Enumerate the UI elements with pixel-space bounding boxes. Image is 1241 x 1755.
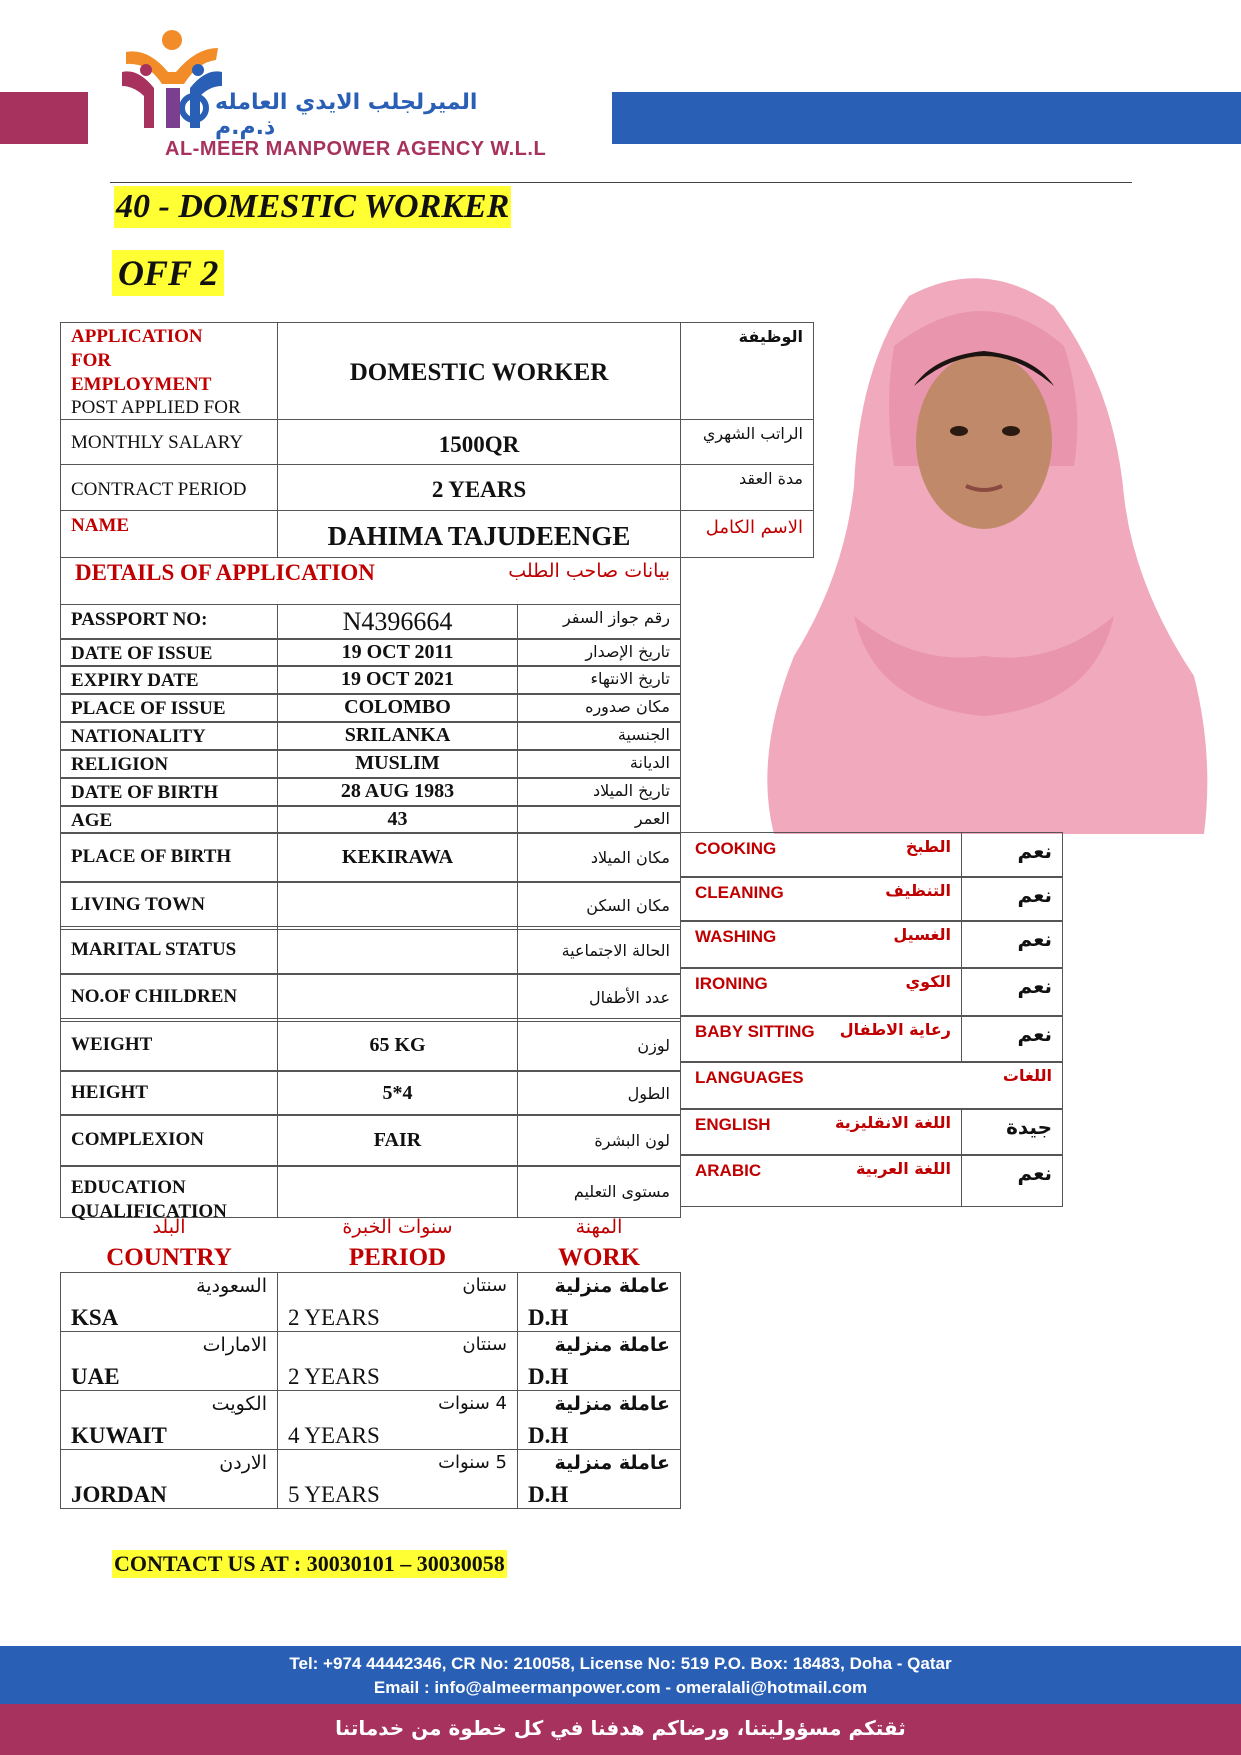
skill-name-ar: الطبخ [905,837,951,856]
page-subtitle: OFF 2 [112,250,224,296]
contract-value-cell [277,464,681,511]
salary-label-cell [60,419,278,465]
detail-ar: تاريخ الميلاد [593,781,670,800]
salary-value: 1500QR [438,432,520,457]
salary-ar-cell [680,419,814,465]
skill-answer-cell [961,1015,1063,1063]
detail-label: HEIGHT [71,1082,149,1103]
contract-value: 2 YEARS [431,477,527,502]
detail-label: RELIGION [71,754,169,775]
experience-header-ar: سنوات الخبرة [342,1216,453,1238]
skill-answer-cell [961,876,1063,922]
detail-ar: تاريخ الإصدار [585,642,670,661]
detail-value-cell [277,926,518,975]
experience-header [60,1216,278,1272]
experience-cell-en: 2 YEARS [288,1305,380,1330]
detail-label-cell [60,749,278,779]
skill-answer: نعم [1017,1161,1052,1185]
header-divider [110,182,1132,183]
detail-label: LIVING TOWN [71,894,205,915]
detail-ar-cell [517,1165,681,1218]
detail-value: FAIR [373,1129,422,1151]
details-title: DETAILS OF APPLICATION [75,560,375,585]
experience-cell-en: KUWAIT [71,1423,167,1448]
application-label: APPLICATION FOR EMPLOYMENT [71,326,212,395]
detail-ar: مستوى التعليم [573,1182,670,1201]
detail-label-cell [60,721,278,751]
logo-arabic-name: الميرلجلب الايدي العامله ذ.م.م [215,90,478,140]
experience-cell-en: 2 YEARS [288,1364,380,1389]
detail-ar-cell [517,665,681,695]
detail-value-cell [277,881,518,930]
name-label: NAME [71,515,130,536]
detail-label: PLACE OF BIRTH [71,846,232,867]
skill-name-ar: اللغات [1002,1066,1052,1085]
skill-answer: نعم [1017,883,1052,907]
detail-ar-cell [517,749,681,779]
post-label-cell [60,322,278,420]
detail-ar: لوزن [637,1036,670,1055]
skill-name-ar: التنظيف [885,881,951,900]
detail-ar-cell [517,638,681,667]
skill-name: ENGLISH [695,1115,771,1134]
contract-label: CONTRACT PERIOD [71,479,247,500]
experience-cell [517,1331,681,1391]
detail-ar: الطول [627,1084,670,1103]
skill-answer: جيدة [1006,1115,1052,1139]
experience-cell-ar: الاردن [219,1452,267,1474]
skill-cell [680,1061,1063,1110]
footer-maroon [0,1704,1241,1755]
detail-ar-cell [517,777,681,807]
experience-cell [277,1331,518,1391]
detail-ar-cell [517,693,681,723]
contact-line: CONTACT US AT : 30030101 – 30030058 [114,1551,505,1576]
salary-ar: الراتب الشهري [702,424,803,443]
detail-label-cell [60,1070,278,1116]
skill-name: LANGUAGES [695,1068,804,1087]
experience-cell-ar: عاملة منزلية [554,1334,670,1356]
post-label: POST APPLIED FOR [71,397,241,418]
detail-value-cell [277,693,518,723]
skill-name-ar: اللغة العربية [855,1159,951,1178]
experience-header-ar: المهنة [575,1216,623,1238]
detail-label-cell [60,1018,278,1072]
experience-cell-ar: الامارات [202,1334,267,1356]
footer-slogan: ثقتكم مسؤوليتنا، ورضاكم هدفنا في كل خطوة من خدماتنا [335,1716,906,1740]
experience-cell-ar: السعودية [196,1275,267,1297]
experience-header-ar: البلد [152,1216,186,1238]
detail-label-cell [60,638,278,667]
detail-ar-cell [517,973,681,1022]
detail-value-cell [277,638,518,667]
experience-cell [60,1449,278,1509]
skill-cell [680,967,962,1017]
detail-label-cell [60,1165,278,1222]
name-ar: الاسم الكامل [705,517,803,538]
experience-cell-en: 5 YEARS [288,1482,380,1507]
experience-cell-en: 4 YEARS [288,1423,380,1448]
post-ar-cell [680,322,814,420]
skill-cell [680,832,962,878]
detail-value-cell [277,1018,518,1072]
experience-cell-ar: عاملة منزلية [554,1393,670,1415]
detail-value-cell [277,973,518,1022]
contract-ar-cell [680,464,814,511]
experience-cell [517,1272,681,1332]
detail-label: DATE OF BIRTH [71,782,219,803]
name-ar-cell [680,510,814,558]
detail-value-cell [277,805,518,834]
contract-ar: مدة العقد [739,469,803,488]
detail-ar-cell [517,832,681,883]
post-value: DOMESTIC WORKER [349,359,609,386]
experience-cell-en: D.H [528,1305,569,1330]
detail-label: WEIGHT [71,1034,153,1055]
name-value: DAHIMA TAJUDEENGE [327,521,631,551]
header-blue-bar [612,92,1241,144]
skill-name: WASHING [695,927,777,946]
detail-ar: الجنسية [617,725,670,744]
detail-ar: تاريخ الانتهاء [590,669,670,688]
detail-value: SRILANKA [344,724,451,746]
detail-value: COLOMBO [344,696,451,718]
footer-contact-line: Tel: +974 44442346, CR No: 210058, License No: 519 P.O. Box: 18483, Doha - Qatar [289,1654,952,1673]
skill-cell [680,1154,962,1207]
detail-value-cell [277,665,518,695]
detail-label: AGE [71,810,113,831]
detail-label-cell [60,805,278,834]
skill-name: BABY SITTING [695,1022,815,1041]
detail-ar-cell [517,604,681,640]
detail-label: NO.OF CHILDREN [71,986,238,1007]
detail-label-cell [60,1114,278,1167]
detail-value: 65 KG [369,1034,426,1056]
detail-ar-cell [517,805,681,834]
detail-label: MARITAL STATUS [71,939,237,960]
detail-value-cell [277,1114,518,1167]
detail-value: 5*4 [382,1082,413,1104]
detail-label-cell [60,926,278,975]
detail-ar: عدد الأطفال [588,988,670,1007]
experience-cell [277,1449,518,1509]
footer-email-line: Email : info@almeermanpower.com - omeralali@hotmail.com [373,1678,868,1697]
detail-value: 19 OCT 2011 [341,641,454,663]
experience-cell-en: UAE [71,1364,120,1389]
skill-answer: نعم [1017,839,1052,863]
salary-label: MONTHLY SALARY [71,432,244,453]
details-header [60,557,681,605]
detail-ar-cell [517,881,681,930]
experience-cell-ar: سنتان [462,1334,507,1355]
skill-answer-cell [961,1108,1063,1156]
detail-ar-cell [517,1018,681,1072]
detail-label: COMPLEXION [71,1129,204,1150]
post-ar: الوظيفة [738,327,803,346]
page-title: 40 - DOMESTIC WORKER [114,186,511,228]
skill-answer: نعم [1017,1022,1052,1046]
header-maroon-bar [0,92,88,144]
skill-cell [680,876,962,922]
skill-name: IRONING [695,974,768,993]
skill-name: COOKING [695,839,777,858]
salary-value-cell [277,419,681,465]
detail-ar: رقم جواز السفر [562,608,670,627]
detail-label-cell [60,604,278,640]
detail-label: EDUCATION QUALIFICATION [71,1177,227,1222]
detail-label: PASSPORT NO: [71,609,208,630]
post-value-cell [277,322,681,420]
skill-answer-cell [961,832,1063,878]
detail-label: PLACE OF ISSUE [71,698,226,719]
skill-cell [680,1015,962,1063]
detail-value: 43 [387,808,408,830]
skill-answer-cell [961,1154,1063,1207]
detail-label-cell [60,665,278,695]
detail-value-cell [277,721,518,751]
detail-value: KEKIRAWA [341,846,454,868]
detail-ar: مكان الميلاد [590,848,670,867]
skill-answer-cell [961,920,1063,969]
skill-answer: نعم [1017,974,1052,998]
detail-value-cell [277,1165,518,1218]
details-title-ar: بيانات صاحب الطلب [508,560,670,582]
detail-ar-cell [517,1070,681,1116]
detail-ar: مكان صدوره [585,697,670,716]
experience-cell [277,1272,518,1332]
experience-cell [277,1390,518,1450]
experience-cell-en: D.H [528,1364,569,1389]
experience-cell-ar: 4 سنوات [438,1393,507,1414]
experience-header [277,1216,518,1272]
experience-cell-ar: 5 سنوات [438,1452,507,1473]
detail-ar: الديانة [629,753,670,772]
skill-name-ar: اللغة الانقليزية [835,1113,951,1132]
experience-cell [60,1272,278,1332]
experience-cell [517,1390,681,1450]
skill-name-ar: الغسيل [893,925,951,944]
detail-label-cell [60,832,278,883]
experience-cell [60,1331,278,1391]
detail-label: EXPIRY DATE [71,670,199,691]
skill-answer: نعم [1017,927,1052,951]
detail-label-cell [60,777,278,807]
skill-cell [680,1108,962,1156]
detail-value-cell [277,832,518,883]
detail-ar-cell [517,926,681,975]
experience-header-en: COUNTRY [106,1244,232,1271]
detail-label-cell [60,973,278,1022]
detail-value-cell [277,604,518,640]
name-value-cell [277,510,681,558]
detail-value: 19 OCT 2021 [341,668,454,690]
detail-value: N4396664 [342,607,453,636]
experience-cell-ar: عاملة منزلية [554,1452,670,1474]
detail-ar: العمر [634,809,670,828]
experience-cell-en: KSA [71,1305,119,1330]
detail-ar-cell [517,1114,681,1167]
detail-label: DATE OF ISSUE [71,643,213,664]
detail-value-cell [277,1070,518,1116]
experience-cell-ar: الكويت [211,1393,267,1415]
detail-label-cell [60,693,278,723]
detail-value-cell [277,749,518,779]
skill-name-ar: رعاية الاطفال [839,1020,951,1039]
skill-name: CLEANING [695,883,784,902]
experience-header [517,1216,681,1272]
experience-cell [517,1449,681,1509]
experience-cell-ar: سنتان [462,1275,507,1296]
experience-cell-en: D.H [528,1482,569,1507]
experience-cell [60,1390,278,1450]
detail-ar-cell [517,721,681,751]
detail-ar: الحالة الاجتماعية [561,941,670,960]
skill-name-ar: الكوي [905,972,951,991]
experience-header-en: WORK [558,1244,640,1271]
detail-value: MUSLIM [355,752,440,774]
experience-cell-en: JORDAN [71,1482,167,1507]
name-label-cell [60,510,278,558]
skill-cell [680,920,962,969]
experience-header-en: PERIOD [348,1244,447,1271]
detail-ar: لون البشرة [594,1131,670,1150]
experience-cell-ar: عاملة منزلية [554,1275,670,1297]
detail-ar: مكان السكن [586,896,670,915]
detail-value: 28 AUG 1983 [340,780,455,802]
skill-name: ARABIC [695,1161,762,1180]
contract-label-cell [60,464,278,511]
footer-blue [0,1646,1241,1704]
skill-answer-cell [961,967,1063,1017]
detail-label: NATIONALITY [71,726,206,747]
detail-label-cell [60,881,278,930]
detail-value-cell [277,777,518,807]
experience-cell-en: D.H [528,1423,569,1448]
logo-english-name: AL-MEER MANPOWER AGENCY W.L.L [165,138,547,160]
